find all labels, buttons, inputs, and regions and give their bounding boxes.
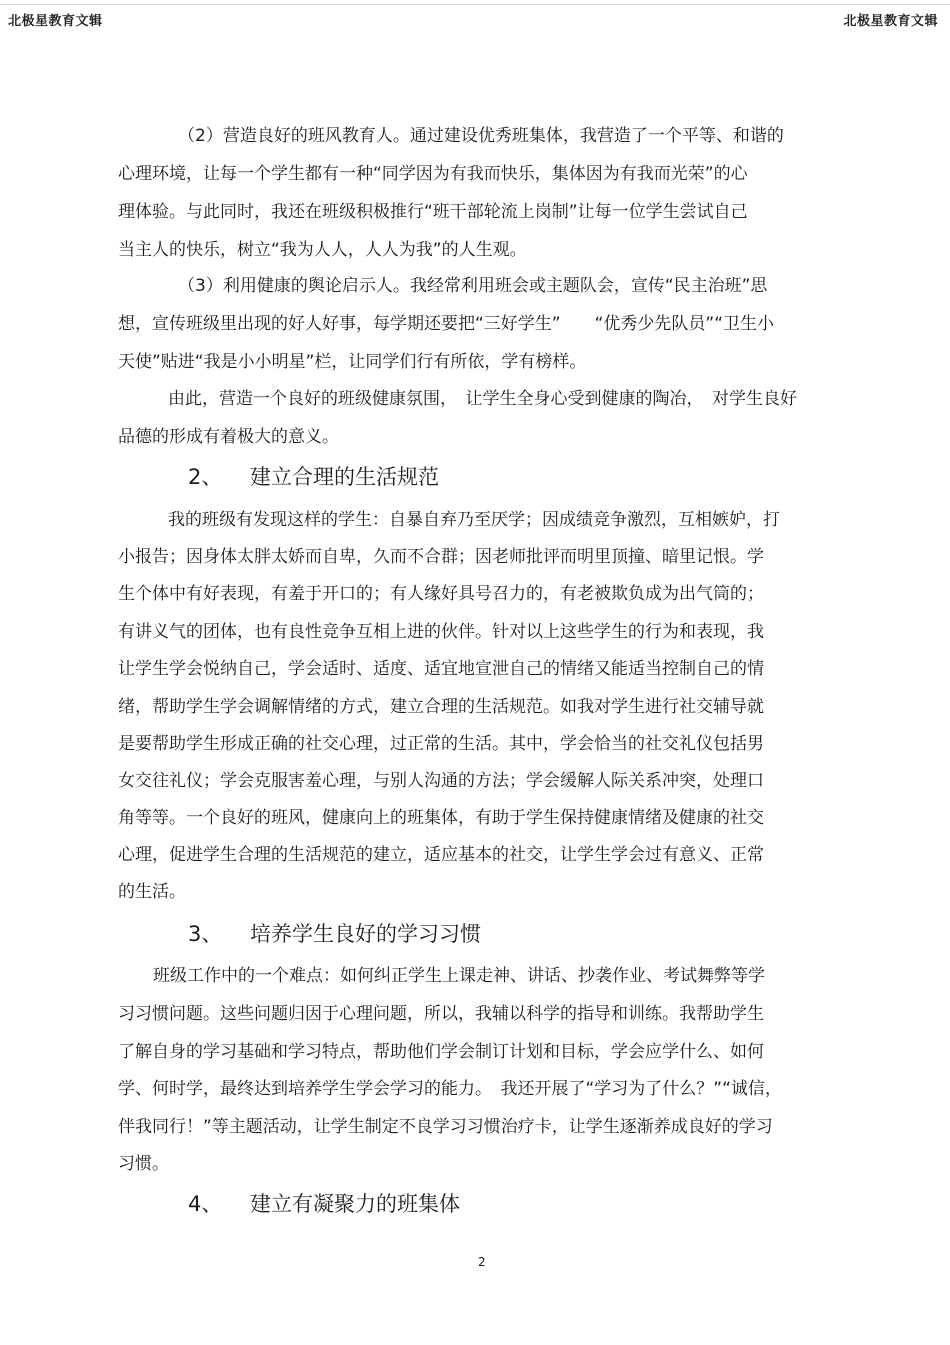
paragraph-line: 习惯。 <box>118 1154 169 1174</box>
paragraph-line: （3）利用健康的舆论启示人。我经常利用班会或主题队会，宣传“民主治班”思 <box>178 276 768 296</box>
paragraph-line: 了解自身的学习基础和学习特点，帮助他们学会制订计划和目标，学会应学什么、如何 <box>118 1042 764 1062</box>
section-title: 培养学生良好的学习习惯 <box>250 922 481 946</box>
paragraph-line: 天使”贴进“我是小小明星”栏，让同学们行有所依，学有榜样。 <box>118 352 587 372</box>
paragraph-line: 当主人的快乐，树立“我为人人，人人为我”的人生观。 <box>118 240 527 260</box>
section-heading-3 <box>188 920 481 948</box>
paragraph-line: 班级工作中的一个难点：如何纠正学生上课走神、讲话、抄袭作业、考试舞弊等学 <box>153 966 765 986</box>
paragraph-line: 的生活。 <box>118 882 186 902</box>
header-left-title: 北极星教育文辑 <box>8 14 103 29</box>
paragraph-line: 女交往礼仪；学会克服害羞心理，与别人沟通的方法；学会缓解人际关系冲突，处理口 <box>118 771 764 791</box>
header-right-title: 北极星教育文辑 <box>843 14 938 29</box>
section-heading-2 <box>188 463 439 491</box>
paragraph-line: 想，宣传班级里出现的好人好事，每学期还要把“三好学生” “优秀少先队员”“卫生小 <box>118 314 775 334</box>
section-number: 3、 <box>188 922 223 946</box>
paragraph-line: 绪，帮助学生学会调解情绪的方式，建立合理的生活规范。如我对学生进行社交辅导就 <box>118 697 764 717</box>
page-number: 2 <box>478 1255 486 1269</box>
paragraph-line: 我的班级有发现这样的学生：自暴自弃乃至厌学；因成绩竞争激烈，互相嫉妒，打 <box>168 510 780 530</box>
paragraph-line: 是要帮助学生形成正确的社交心理，过正常的生活。其中，学会恰当的社交礼仪包括男 <box>118 734 764 754</box>
paragraph-line: 伴我同行！”等主题活动，让学生制定不良学习习惯治疗卡，让学生逐渐养成良好的学习 <box>118 1117 773 1137</box>
top-rule <box>0 4 950 5</box>
paragraph-line: 生个体中有好表现，有羞于开口的；有人缘好具号召力的，有老被欺负成为出气筒的； <box>118 584 764 604</box>
paragraph-line: 由此，营造一个良好的班级健康氛围， 让学生全身心受到健康的陶冶， 对学生良好 <box>168 389 797 409</box>
paragraph-line: 学、何时学，最终达到培养学生学会学习的能力。 我还开展了“学习为了什么？”“诚信， <box>118 1079 782 1099</box>
paragraph-line: 理体验。与此同时，我还在班级积极推行“班干部轮流上岗制”让每一位学生尝试自己 <box>118 202 748 222</box>
paragraph-line: （2）营造良好的班风教育人。通过建设优秀班集体，我营造了一个平等、和谐的 <box>178 126 784 146</box>
section-heading-4 <box>188 1190 460 1218</box>
paragraph-line: 心理环境，让每一个学生都有一种“同学因为有我而快乐，集体因为有我而光荣”的心 <box>118 164 748 184</box>
section-number: 2、 <box>188 465 223 489</box>
paragraph-line: 心理，促进学生合理的生活规范的建立，适应基本的社交，让学生学会过有意义、正常 <box>118 845 764 865</box>
paragraph-line: 品德的形成有着极大的意义。 <box>118 427 339 447</box>
section-number: 4、 <box>188 1192 223 1216</box>
section-title: 建立合理的生活规范 <box>250 465 439 489</box>
section-title: 建立有凝聚力的班集体 <box>250 1192 460 1216</box>
paragraph-line: 有讲义气的团体，也有良性竞争互相上进的伙伴。针对以上这些学生的行为和表现，我 <box>118 622 764 642</box>
paragraph-line: 习习惯问题。这些问题归因于心理问题，所以，我辅以科学的指导和训练。我帮助学生 <box>118 1004 764 1024</box>
paragraph-line: 角等等。一个良好的班风，健康向上的班集体，有助于学生保持健康情绪及健康的社交 <box>118 808 764 828</box>
paragraph-line: 小报告；因身体太胖太娇而自卑，久而不合群；因老师批评而明里顶撞、暗里记恨。学 <box>118 547 764 567</box>
paragraph-line: 让学生学会悦纳自己，学会适时、适度、适宜地宣泄自己的情绪又能适当控制自己的情 <box>118 659 764 679</box>
